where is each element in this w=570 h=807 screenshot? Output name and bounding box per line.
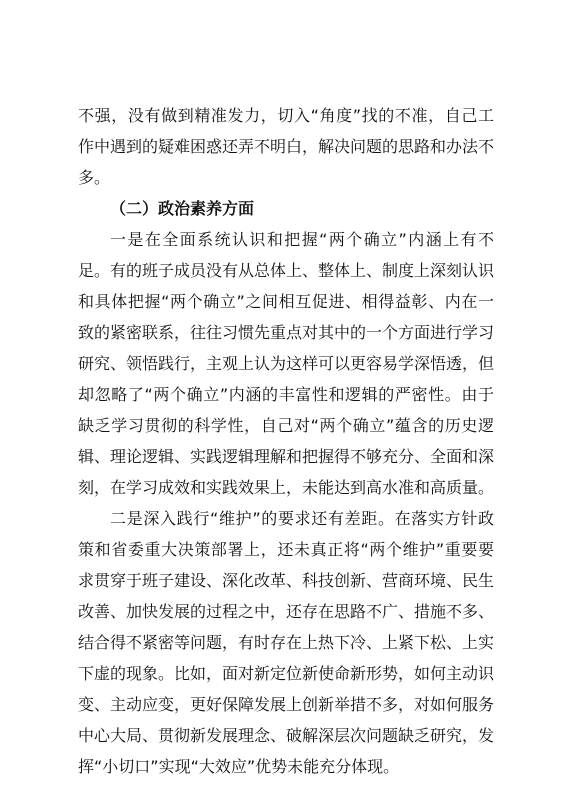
paragraph-point-one: 一是在全面系统认识和把握“两个确立”内涵上有不足。有的班子成员没有从总体上、整体上、制度上深刻认识和具体把握“两个确立”之间相互促进、相得益彰、内在一致的紧密联系，往往习惯先重点对其中的一个方面进行学习研究、领悟践行，主观上认为这样可以更容易学深悟透，但却忽略了“两个确立”内涵的丰富性和逻辑的严密性。由于缺乏学习贯彻的科学性，自己对“两个确立”蕴含的历史逻辑、理论逻辑、实践逻辑理解和把握得不够充分、全面和深刻，在学习成效和实践效果上，未能达到高水准和高质量。	[78, 230, 495, 497]
paragraph-continuation: 不强，没有做到精准发力，切入“角度”找的不准，自己工作中遇到的疑难困惑还弄不明白，解决问题的思路和办法不多。	[78, 106, 495, 187]
section-heading: （二）政治素养方面	[110, 199, 255, 218]
document-page	[78, 100, 494, 782]
paragraph-point-two: 二是深入践行“维护”的要求还有差距。在落实方针政策和省委重大决策部署上，还未真正将“两个维护”重要要求贯穿于班子建设、深化改革、科技创新、营商环境、民生改善、加快发展的过程之中，还存在思路不广、措施不多、结合得不紧密等问题，有时存在上热下冷、上紧下松、上实下虚的现象。比如，面对新定位新使命新形势，如何主动识变、主动应变，更好保障发展上创新举措不多，对如何服务中心大局、贯彻新发展理念、破解深层次问题缺乏研究，发挥“小切口”实现“大效应”优势未能充分体现。	[78, 509, 495, 776]
